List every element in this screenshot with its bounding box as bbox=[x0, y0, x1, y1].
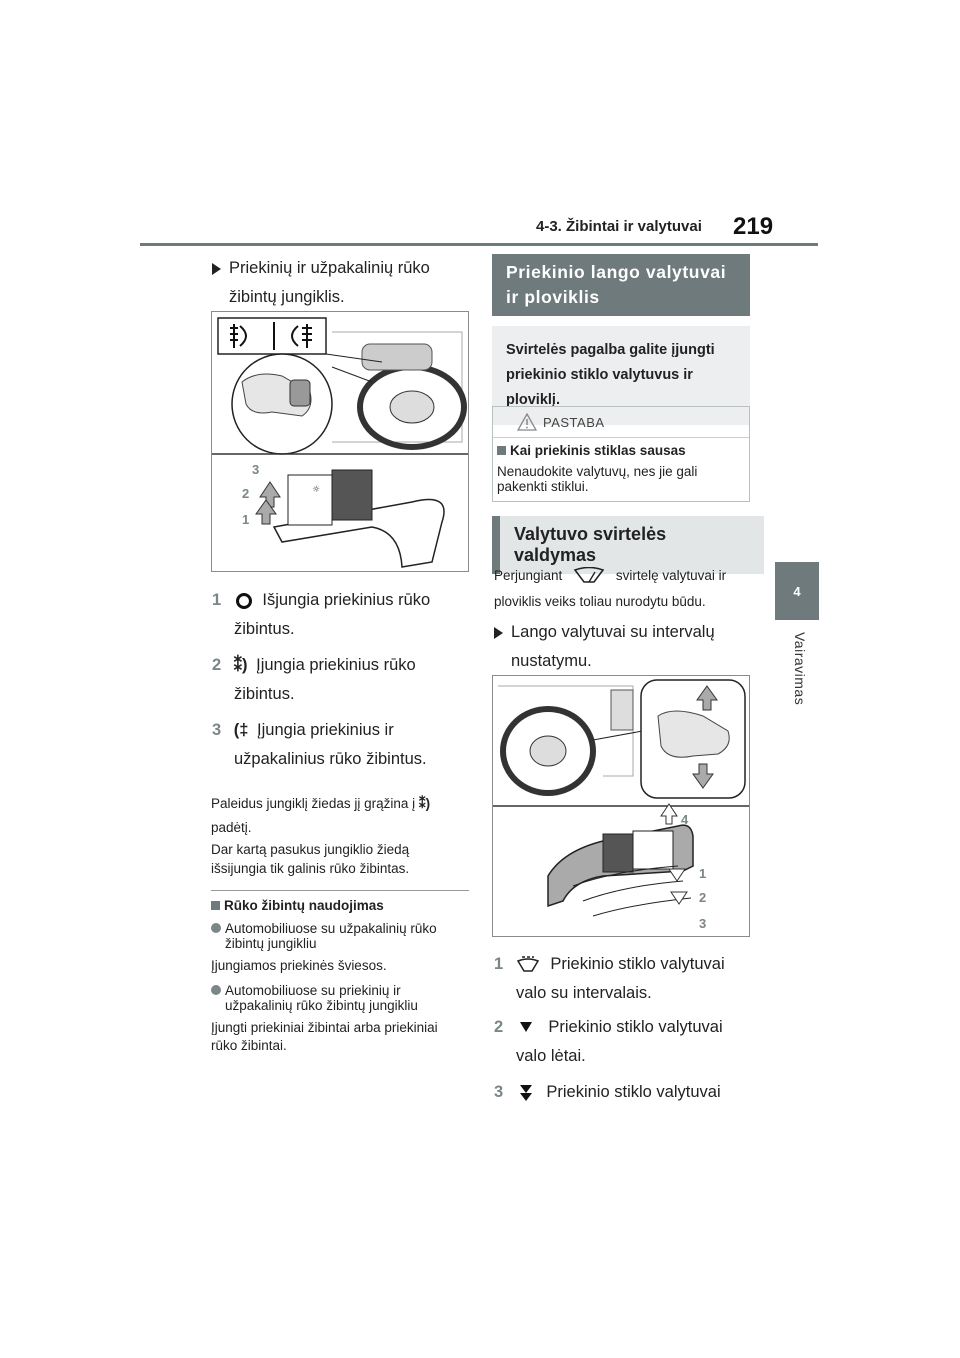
divider bbox=[211, 890, 469, 891]
wiper-lever-title: Valytuvo svirtelės valdymas bbox=[492, 516, 764, 574]
usage-text: Įjungiamos priekinės šviesos. bbox=[211, 958, 387, 973]
triangle-bullet-icon bbox=[212, 263, 221, 275]
fog-item-2 bbox=[212, 651, 462, 709]
chapter-number: 4 bbox=[793, 583, 801, 599]
fog-switch-illustration bbox=[212, 312, 468, 571]
wiper-item-3 bbox=[494, 1078, 754, 1107]
fog-item-3 bbox=[212, 716, 462, 774]
warning-icon bbox=[517, 413, 537, 431]
notice-box bbox=[492, 406, 750, 502]
notice-text: pakenkti stiklui. bbox=[497, 479, 589, 494]
up-arrow-icon bbox=[260, 482, 280, 507]
wiper-icon bbox=[572, 567, 606, 585]
fig2-label-1: 1 bbox=[699, 866, 707, 881]
fog-switch-figure bbox=[211, 311, 469, 572]
header-rule bbox=[140, 243, 818, 246]
section-title-line: ir ploviklis bbox=[506, 287, 600, 307]
triangle-bullet-icon bbox=[494, 627, 503, 639]
item-text: valo lėtai. bbox=[516, 1047, 586, 1065]
usage-text: Įjungti priekiniai žibintai arba priekiniai bbox=[211, 1020, 438, 1035]
item-text: Priekinio stiklo valytuvai bbox=[550, 955, 725, 973]
fog-ring bbox=[332, 470, 372, 520]
notice-text: Nenaudokite valytuvų, nes jie gali bbox=[497, 464, 698, 479]
intro-text: Svirtelės pagalba galite įjungti bbox=[506, 342, 715, 358]
fog-item-1 bbox=[212, 586, 462, 644]
item-text: žibintus. bbox=[234, 620, 295, 638]
item-text: užpakalinius rūko žibintus. bbox=[234, 750, 427, 768]
item-text: žibintus. bbox=[234, 685, 295, 703]
fig2-label-4: 4 bbox=[681, 812, 689, 827]
usage-bullet: Automobiliuose su priekinių ir bbox=[225, 983, 401, 998]
square-bullet-icon bbox=[497, 446, 506, 455]
wiper-lever-illustration bbox=[493, 676, 749, 936]
chapter-tab bbox=[775, 562, 819, 620]
item-text: Išjungia priekinius rūko bbox=[262, 591, 431, 609]
switch-text: svirtelę valytuvai ir bbox=[615, 568, 727, 583]
front-fog-icon: ⁑) bbox=[418, 796, 431, 811]
bullet-text: Lango valytuvai su intervalų bbox=[511, 623, 715, 641]
fig1-label-3: 3 bbox=[252, 462, 260, 477]
page-number: 219 bbox=[733, 213, 774, 240]
usage-bullet: užpakalinių rūko žibintų jungikliu bbox=[225, 998, 418, 1013]
high-speed-icon bbox=[518, 1083, 534, 1103]
interval-bullet bbox=[494, 618, 754, 676]
switch-text: ploviklis veiks toliau nurodytu būdu. bbox=[494, 594, 706, 609]
fig1-label-2: 2 bbox=[242, 486, 250, 501]
release-note bbox=[211, 790, 469, 838]
usage-bullet: žibintų jungikliu bbox=[225, 936, 317, 951]
bullet-title-line1: Priekinių ir užpakalinių rūko bbox=[229, 259, 430, 277]
switch-text: Perjungiant bbox=[494, 568, 563, 583]
fog-off-icon bbox=[236, 593, 252, 609]
intro-text: ploviklį. bbox=[506, 392, 560, 408]
rear-fog-icon: (‡ bbox=[233, 721, 249, 739]
fog-usage bbox=[211, 897, 469, 1055]
front-fog-icon: ⁑) bbox=[233, 656, 248, 674]
usage-text: rūko žibintai. bbox=[211, 1038, 287, 1053]
intro-text: priekinio stiklo valytuvus ir bbox=[506, 367, 693, 383]
fig2-label-3: 3 bbox=[699, 916, 707, 931]
turn-text: Dar kartą pasukus jungiklio žiedą bbox=[211, 842, 410, 857]
notice-header bbox=[493, 407, 749, 438]
wiper-lever-figure bbox=[492, 675, 750, 937]
item-number: 3 bbox=[212, 721, 222, 739]
turn-note bbox=[211, 840, 469, 878]
wiper-section-title bbox=[492, 254, 750, 316]
down-arrow-icon bbox=[671, 892, 687, 904]
item-number: 1 bbox=[212, 591, 222, 609]
usage-title: Rūko žibintų naudojimas bbox=[224, 898, 384, 913]
fig1-label-1: 1 bbox=[242, 512, 250, 527]
section-title-line: Priekinio lango valytuvai bbox=[506, 262, 727, 282]
item-number: 2 bbox=[494, 1018, 504, 1036]
interval-wiper-icon bbox=[516, 956, 540, 974]
item-text: valo su intervalais. bbox=[516, 984, 652, 1002]
bullet-text: nustatymu. bbox=[511, 652, 592, 670]
round-bullet-icon bbox=[211, 923, 221, 933]
bullet-title-line2: žibintų jungiklis. bbox=[229, 288, 345, 306]
switch-note bbox=[494, 563, 754, 615]
svg-text:☼: ☼ bbox=[312, 485, 321, 495]
item-text: Priekinio stiklo valytuvai bbox=[548, 1018, 723, 1036]
section-header: 4-3. Žibintai ir valytuvai bbox=[536, 218, 702, 235]
item-number: 1 bbox=[494, 955, 504, 973]
item-number: 2 bbox=[212, 656, 222, 674]
item-number: 3 bbox=[494, 1083, 504, 1101]
chapter-label-wrap bbox=[770, 632, 824, 722]
wiper-item-1 bbox=[494, 950, 754, 1008]
item-text: Priekinio stiklo valytuvai bbox=[546, 1083, 721, 1101]
usage-bullet: Automobiliuose su užpakalinių rūko bbox=[225, 921, 437, 936]
item-text: Įjungia priekinius rūko bbox=[256, 656, 416, 674]
release-text: Paleidus jungiklį žiedas jį grąžina į bbox=[211, 796, 416, 811]
up-arrow-icon bbox=[661, 804, 677, 824]
release-text: padėtį. bbox=[211, 820, 252, 835]
chapter-name: Vairavimas bbox=[792, 632, 808, 706]
down-arrow-icon bbox=[669, 869, 685, 881]
turn-text: išsijungia tik galinis rūko žibintas. bbox=[211, 861, 410, 876]
round-bullet-icon bbox=[211, 985, 221, 995]
item-text: Įjungia priekinius ir bbox=[257, 721, 394, 739]
low-speed-icon bbox=[520, 1022, 532, 1032]
notice-label: PASTABA bbox=[543, 415, 605, 430]
wiper-item-2 bbox=[494, 1013, 754, 1071]
fog-switch-bullet bbox=[212, 254, 430, 312]
square-bullet-icon bbox=[211, 901, 220, 910]
notice-title: Kai priekinis stiklas sausas bbox=[510, 443, 686, 458]
fig2-label-2: 2 bbox=[699, 890, 707, 905]
